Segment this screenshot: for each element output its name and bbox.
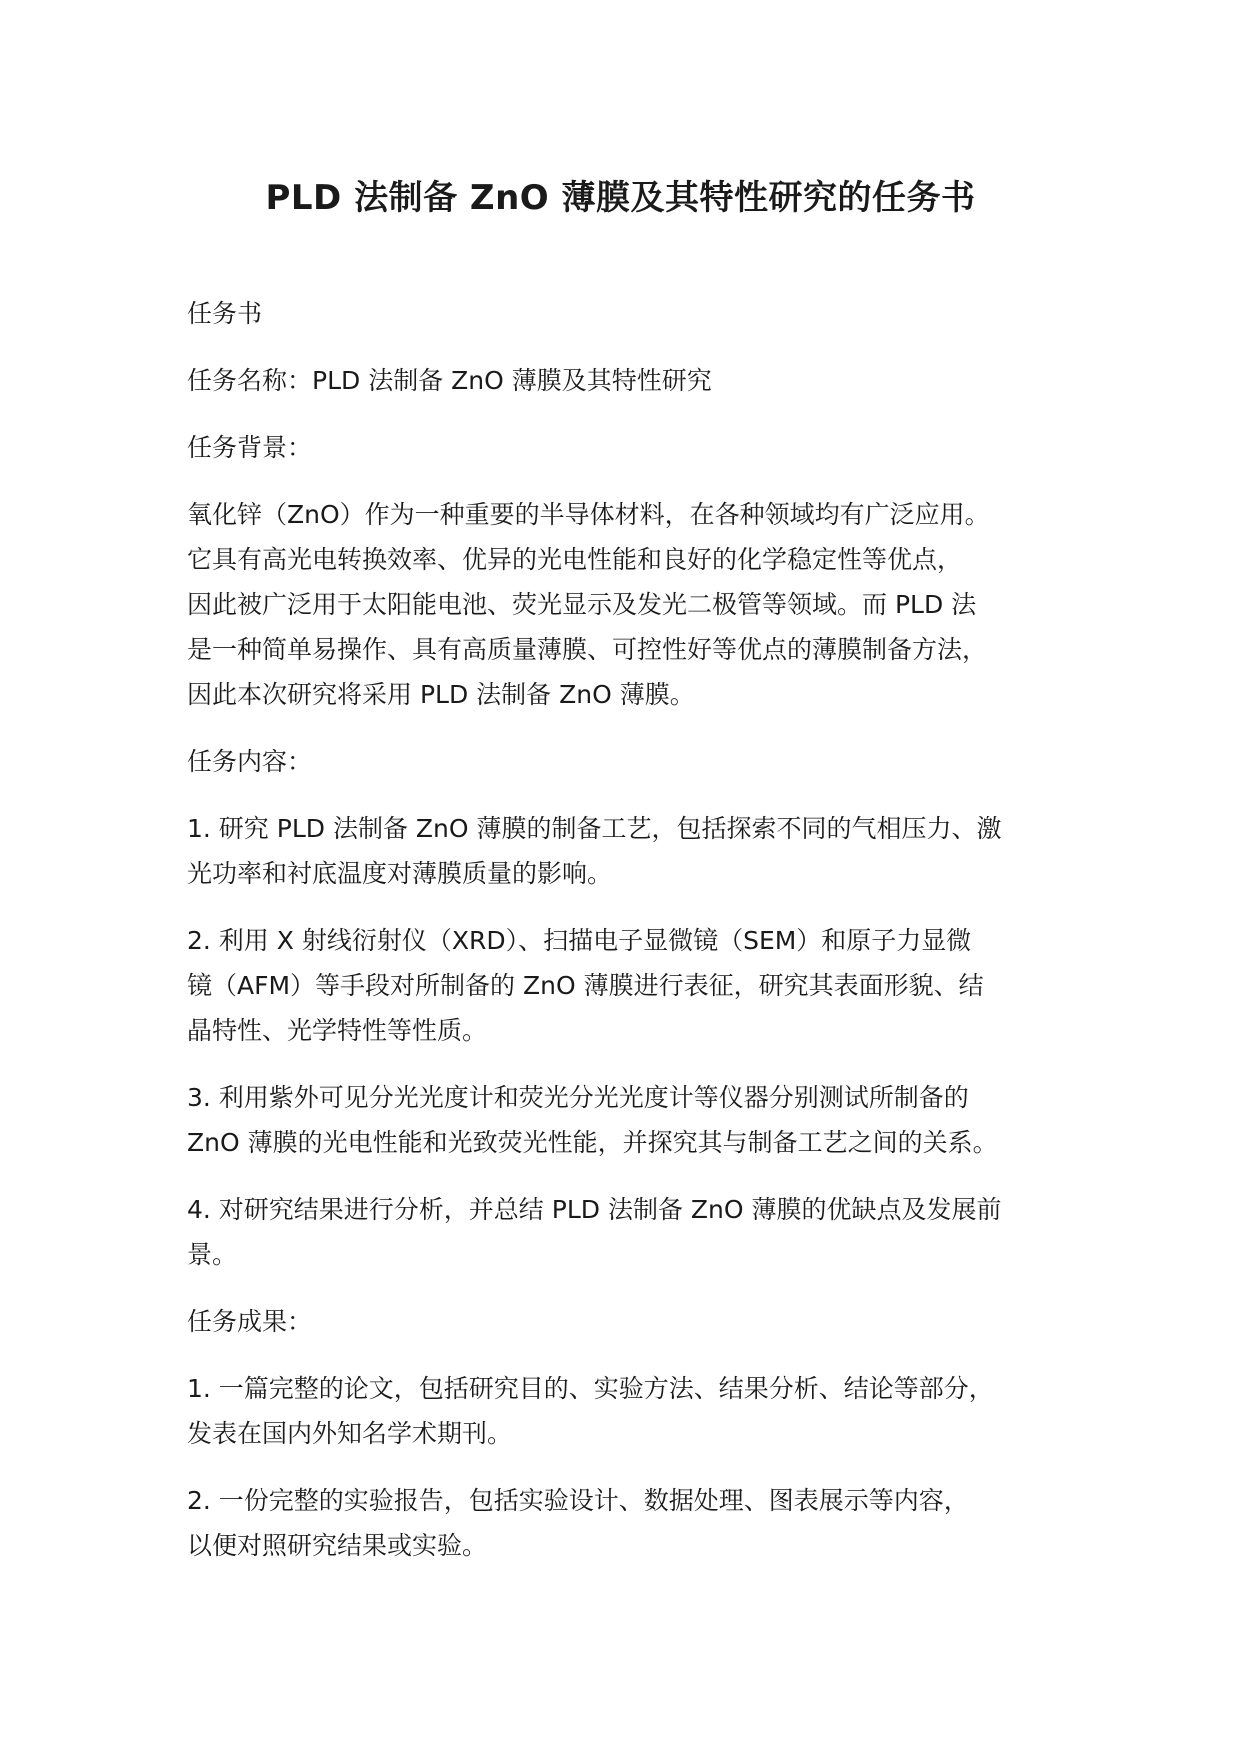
text-line: 是一种简单易操作、具有高质量薄膜、可控性好等优点的薄膜制备方法，: [187, 635, 988, 664]
text-line: 任务成果：: [187, 1307, 313, 1336]
paragraph-task-name: [187, 358, 1087, 403]
paragraph-content-item-3: [187, 1075, 1087, 1165]
text-line: 2. 一份完整的实验报告，包括实验设计、数据处理、图表展示等内容，: [187, 1486, 969, 1515]
document-body: [187, 291, 1087, 1590]
text-line: 任务书: [187, 299, 263, 328]
paragraph-content-item-2: [187, 918, 1087, 1053]
text-line: 4. 对研究结果进行分析，并总结 PLD 法制备 ZnO 薄膜的优缺点及发展前: [187, 1195, 1002, 1224]
text-line: 任务内容：: [187, 747, 313, 776]
text-line: 发表在国内外知名学术期刊。: [187, 1419, 513, 1448]
text-line: 因此本次研究将采用 PLD 法制备 ZnO 薄膜。: [187, 680, 695, 709]
paragraph-content-item-4: [187, 1187, 1087, 1277]
paragraph-content-item-1: [187, 806, 1087, 896]
text-line: 晶特性、光学特性等性质。: [187, 1016, 488, 1045]
text-line: 因此被广泛用于太阳能电池、荧光显示及发光二极管等领域。而 PLD 法: [187, 590, 977, 619]
text-line: 它具有高光电转换效率、优异的光电性能和良好的化学稳定性等优点，: [187, 545, 963, 574]
text-line: ZnO 薄膜的光电性能和光致荧光性能，并探究其与制备工艺之间的关系。: [187, 1128, 998, 1157]
paragraph-heading-content: [187, 739, 1087, 784]
text-line: 光功率和衬底温度对薄膜质量的影响。: [187, 859, 613, 888]
text-line: 景。: [187, 1240, 238, 1269]
text-line: 1. 一篇完整的论文，包括研究目的、实验方法、结果分析、结论等部分，: [187, 1374, 994, 1403]
text-line: 任务名称：PLD 法制备 ZnO 薄膜及其特性研究: [187, 366, 712, 395]
paragraph-heading-background: [187, 425, 1087, 470]
text-line: 氧化锌（ZnO）作为一种重要的半导体材料，在各种领域均有广泛应用。: [187, 500, 990, 529]
text-line: 任务背景：: [187, 433, 313, 462]
document-title: PLD 法制备 ZnO 薄膜及其特性研究的任务书: [265, 178, 976, 218]
text-line: 以便对照研究结果或实验。: [187, 1531, 488, 1560]
text-line: 2. 利用 X 射线衍射仪（XRD）、扫描电子显微镜（SEM）和原子力显微: [187, 926, 972, 955]
text-line: 1. 研究 PLD 法制备 ZnO 薄膜的制备工艺，包括探索不同的气相压力、激: [187, 814, 1002, 843]
paragraph-results-item-2: [187, 1478, 1087, 1568]
text-line: 镜（AFM）等手段对所制备的 ZnO 薄膜进行表征，研究其表面形貌、结: [187, 971, 984, 1000]
paragraph-results-item-1: [187, 1366, 1087, 1456]
paragraph-heading-taskbook: [187, 291, 1087, 336]
paragraph-heading-results: [187, 1299, 1087, 1344]
paragraph-background: [187, 492, 1087, 717]
text-line: 3. 利用紫外可见分光光度计和荧光分光光度计等仪器分别测试所制备的: [187, 1083, 969, 1112]
